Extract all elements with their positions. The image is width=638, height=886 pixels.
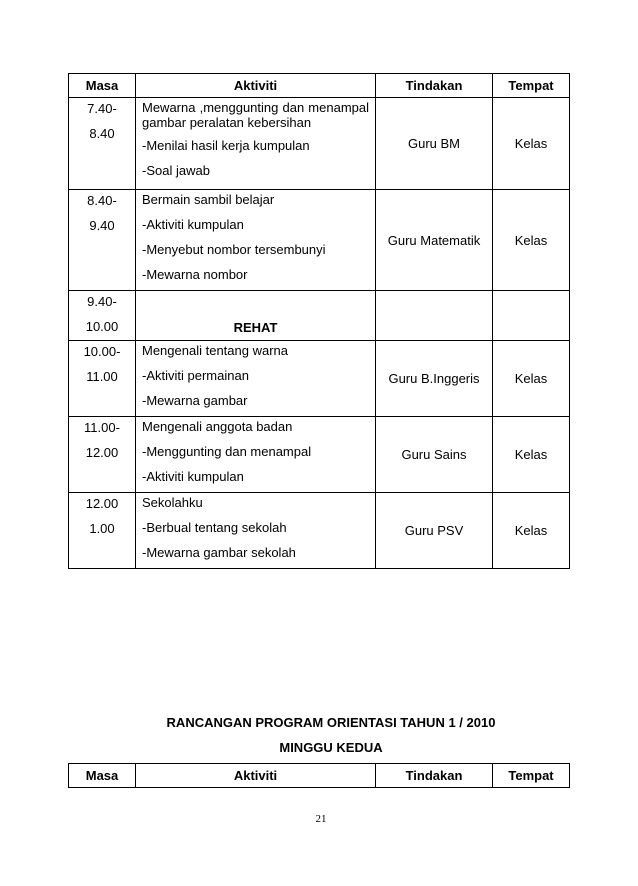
activity-item: -Menggunting dan menampal [142,444,312,459]
time-end: 11.00 [86,369,118,384]
table-row [69,190,570,291]
header-masa: Masa [69,764,136,788]
header-tempat: Tempat [493,74,570,98]
activity-item: Sekolahku [142,495,203,510]
schedule-table-week-2 [68,763,570,788]
time-end: 12.00 [85,445,119,460]
activity-item: -Mewarna gambar sekolah [142,545,296,560]
tindakan-cell: Guru Matematik [376,190,493,291]
activity-item: -Aktiviti permainan [142,368,249,383]
time-end: 1.00 [89,521,115,536]
header-tindakan: Tindakan [376,764,493,788]
time-start: 7.40- [87,101,117,116]
table-row [69,493,570,569]
page-number: 21 [315,813,327,825]
tindakan-cell: Guru PSV [376,493,493,569]
section-subtitle: MINGGU KEDUA [279,740,383,755]
tempat-cell: Kelas [493,190,570,291]
activity-item: -Mewarna gambar [142,393,248,408]
tindakan-cell: Guru BM [376,98,493,190]
activity-cell [136,341,376,417]
time-cell [69,417,136,493]
table-row [69,341,570,417]
time-end: 8.40 [89,126,115,141]
activity-item: -Soal jawab [142,163,210,178]
tindakan-cell [376,291,493,341]
schedule-table-week-1 [68,73,570,569]
header-masa: Masa [69,74,136,98]
activity-item: Bermain sambil belajar [142,192,275,207]
time-cell [69,291,136,341]
time-cell [69,493,136,569]
tindakan-cell: Guru B.Inggeris [376,341,493,417]
header-tindakan: Tindakan [376,74,493,98]
activity-item: -Menilai hasil kerja kumpulan [142,138,310,153]
tempat-cell: Kelas [493,493,570,569]
time-start: 9.40- [87,294,117,309]
activity-item: -Menyebut nombor tersembunyi [142,242,326,257]
activity-item: -Berbual tentang sekolah [142,520,287,535]
time-end: 10.00 [85,319,119,334]
time-start: 8.40- [87,193,117,208]
activity-item: Mewarna ,menggunting dan menampal gambar peralatan kebersihan [142,100,369,130]
tempat-cell: Kelas [493,341,570,417]
time-cell [69,190,136,291]
tempat-cell: Kelas [493,98,570,190]
activity-cell [136,190,376,291]
activity-cell [136,417,376,493]
activity-cell [136,98,376,190]
activity-item: -Aktiviti kumpulan [142,469,244,484]
header-tempat: Tempat [493,764,570,788]
time-start: 10.00- [83,344,121,359]
header-aktiviti: Aktiviti [136,764,376,788]
time-start: 11.00- [84,420,120,435]
table-header-row [69,764,570,788]
time-cell [69,98,136,190]
header-aktiviti: Aktiviti [136,74,376,98]
activity-cell [136,493,376,569]
break-cell: REHAT [136,291,376,341]
tempat-cell [493,291,570,341]
table-header-row [69,74,570,98]
time-start: 12.00 [85,496,119,511]
tindakan-cell: Guru Sains [376,417,493,493]
section-title: RANCANGAN PROGRAM ORIENTASI TAHUN 1 / 2010 [166,715,496,730]
table-row [69,291,570,341]
table-row [69,417,570,493]
time-cell [69,341,136,417]
activity-item: Mengenali tentang warna [142,343,288,358]
activity-item: -Aktiviti kumpulan [142,217,244,232]
time-end: 9.40 [89,218,115,233]
activity-item: -Mewarna nombor [142,267,248,282]
activity-item: Mengenali anggota badan [142,419,293,434]
tempat-cell: Kelas [493,417,570,493]
table-row [69,98,570,190]
